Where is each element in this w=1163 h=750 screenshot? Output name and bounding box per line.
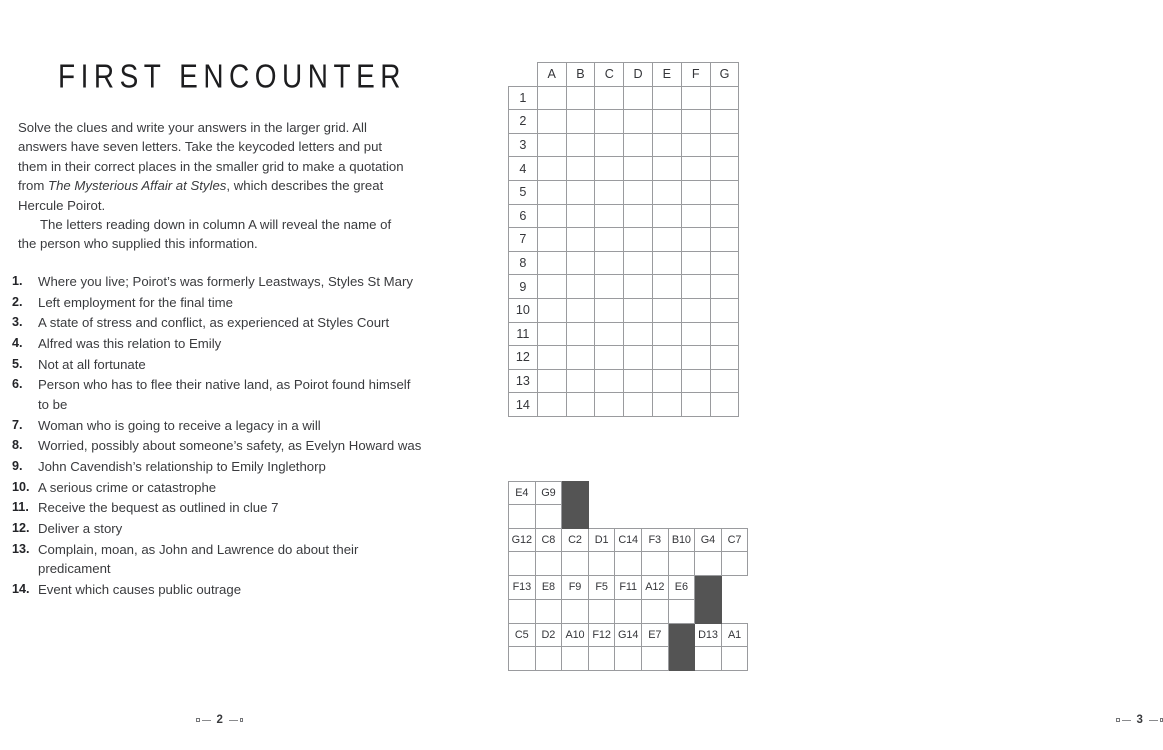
answer-cell-G6[interactable] xyxy=(710,204,739,228)
clue-item xyxy=(10,375,422,414)
footer-ornament-left-icon xyxy=(1116,718,1131,722)
intro-part-2: , which describes the great Hercule Poirot. xyxy=(18,178,384,213)
answer-cell-C12[interactable] xyxy=(595,346,624,370)
answer-cell-A12[interactable] xyxy=(537,346,566,370)
quote-answer-cell-G12[interactable] xyxy=(509,552,536,576)
quote-code-G9: G9 xyxy=(535,482,562,505)
answer-cell-B12[interactable] xyxy=(566,346,595,370)
quote-answer-cell-D1[interactable] xyxy=(588,552,615,576)
quote-answer-cell-D13[interactable] xyxy=(695,646,722,670)
quote-answer-cell-A12[interactable] xyxy=(641,599,668,623)
column-header-E: E xyxy=(652,63,681,87)
answer-cell-A9[interactable] xyxy=(537,275,566,299)
grid-row xyxy=(509,251,739,275)
answer-cell-A7[interactable] xyxy=(537,228,566,252)
quote-answer-cell-A1[interactable] xyxy=(721,646,748,670)
clue-number: 2. xyxy=(12,294,23,309)
row-header-6: 6 xyxy=(509,204,538,228)
quote-answer-cell-C2[interactable] xyxy=(562,552,589,576)
quote-code-E6: E6 xyxy=(668,576,695,599)
clue-text: Worried, possibly about someone’s safety, as Evelyn Howard was xyxy=(38,438,422,454)
clue-item xyxy=(10,457,422,477)
quote-empty-space xyxy=(588,482,615,505)
clue-item xyxy=(10,355,422,375)
clue-item xyxy=(10,519,422,539)
quote-answer-row xyxy=(509,505,748,529)
quote-code-E4: E4 xyxy=(509,482,536,505)
answer-cell-F2[interactable] xyxy=(681,110,710,134)
answer-cell-C6[interactable] xyxy=(595,204,624,228)
answer-cell-F8[interactable] xyxy=(681,251,710,275)
quote-label-row xyxy=(509,623,748,646)
answer-cell-F7[interactable] xyxy=(681,228,710,252)
column-header-G: G xyxy=(710,63,739,87)
quote-code-F3: F3 xyxy=(641,529,668,552)
page-number: 3 xyxy=(1136,714,1143,726)
quote-answer-row xyxy=(509,552,748,576)
quote-answer-cell-E8[interactable] xyxy=(535,599,562,623)
answer-cell-B2[interactable] xyxy=(566,110,595,134)
answer-cell-G7[interactable] xyxy=(710,228,739,252)
answer-cell-D6[interactable] xyxy=(624,204,653,228)
clue-text: Woman who is going to receive a legacy in a will xyxy=(38,417,321,433)
footer-ornament-right-icon xyxy=(1149,718,1163,722)
answer-cell-F12[interactable] xyxy=(681,346,710,370)
row-header-11: 11 xyxy=(509,322,538,346)
answer-cell-A13[interactable] xyxy=(537,369,566,393)
page-title: FIRST ENCOUNTER xyxy=(58,58,406,95)
quote-empty-space xyxy=(641,505,668,529)
clue-item xyxy=(10,580,422,600)
quote-empty-space xyxy=(668,482,695,505)
answer-cell-E5[interactable] xyxy=(652,180,681,204)
quote-code-G4: G4 xyxy=(695,529,722,552)
row-header-5: 5 xyxy=(509,180,538,204)
quote-empty-space xyxy=(721,482,748,505)
quote-empty-space xyxy=(695,482,722,505)
left-page xyxy=(0,0,430,750)
answer-cell-F11[interactable] xyxy=(681,322,710,346)
row-header-8: 8 xyxy=(509,251,538,275)
footer-ornament-right-icon xyxy=(229,718,244,722)
row-header-13: 13 xyxy=(509,369,538,393)
answer-cell-G13[interactable] xyxy=(710,369,739,393)
quote-answer-cell-E6[interactable] xyxy=(668,599,695,623)
clue-text: Where you live; Poirot’s was formerly Leastways, Styles St Mary xyxy=(38,274,413,289)
answer-cell-B8[interactable] xyxy=(566,251,595,275)
clue-number: 3. xyxy=(12,315,23,330)
answer-cell-G9[interactable] xyxy=(710,275,739,299)
row-header-4: 4 xyxy=(509,157,538,181)
clue-number: 14. xyxy=(12,582,30,597)
quote-empty-space xyxy=(721,599,748,623)
answer-cell-D7[interactable] xyxy=(624,228,653,252)
quote-code-F5: F5 xyxy=(588,576,615,599)
clue-number: 12. xyxy=(12,521,30,536)
answer-cell-E2[interactable] xyxy=(652,110,681,134)
quote-code-F13: F13 xyxy=(509,576,536,599)
grid-row xyxy=(509,133,739,157)
quote-answer-cell-F9[interactable] xyxy=(562,599,589,623)
answer-cell-G10[interactable] xyxy=(710,298,739,322)
answer-cell-B3[interactable] xyxy=(566,133,595,157)
answer-cell-A2[interactable] xyxy=(537,110,566,134)
clue-text: Alfred was this relation to Emily xyxy=(38,336,222,352)
quote-answer-cell-F11[interactable] xyxy=(615,599,642,623)
clue-number: 4. xyxy=(12,336,23,351)
answer-cell-B14[interactable] xyxy=(566,393,595,417)
answer-cell-C13[interactable] xyxy=(595,369,624,393)
grid-row xyxy=(509,346,739,370)
quote-code-D2: D2 xyxy=(535,623,562,646)
answer-cell-C4[interactable] xyxy=(595,157,624,181)
clue-list xyxy=(10,272,422,601)
quote-code-C7: C7 xyxy=(721,529,748,552)
answer-cell-D12[interactable] xyxy=(624,346,653,370)
answer-cell-D2[interactable] xyxy=(624,110,653,134)
grid-corner xyxy=(509,63,538,87)
clue-text: Left employment for the final time xyxy=(38,294,233,310)
answer-cell-G11[interactable] xyxy=(710,322,739,346)
answer-cell-G3[interactable] xyxy=(710,133,739,157)
quote-code-D13: D13 xyxy=(695,623,722,646)
clue-number: 1. xyxy=(12,274,23,288)
answer-cell-D10[interactable] xyxy=(624,298,653,322)
quote-answer-cell-G4[interactable] xyxy=(695,552,722,576)
answer-cell-F3[interactable] xyxy=(681,133,710,157)
answer-cell-E3[interactable] xyxy=(652,133,681,157)
answer-cell-B11[interactable] xyxy=(566,322,595,346)
grid-row xyxy=(509,393,739,417)
footer-ornament-left-icon xyxy=(196,718,211,722)
answer-cell-B13[interactable] xyxy=(566,369,595,393)
grid-row xyxy=(509,204,739,228)
clue-text: John Cavendish’s relationship to Emily Inglethorp xyxy=(38,459,326,475)
answer-cell-G14[interactable] xyxy=(710,393,739,417)
quotation-grid xyxy=(508,481,748,671)
quote-empty-space xyxy=(721,505,748,529)
quote-answer-row xyxy=(509,646,748,670)
clue-item xyxy=(10,540,422,579)
answer-cell-A4[interactable] xyxy=(537,157,566,181)
answer-cell-E7[interactable] xyxy=(652,228,681,252)
answer-cell-A1[interactable] xyxy=(537,86,566,110)
quote-answer-cell-G9[interactable] xyxy=(535,505,562,529)
quote-answer-cell-A10[interactable] xyxy=(562,646,589,670)
answer-cell-B9[interactable] xyxy=(566,275,595,299)
grid-header-row xyxy=(509,63,739,87)
quote-empty-space xyxy=(695,505,722,529)
answer-cell-A8[interactable] xyxy=(537,251,566,275)
quote-answer-cell-D2[interactable] xyxy=(535,646,562,670)
answer-cell-C1[interactable] xyxy=(595,86,624,110)
answer-cell-F14[interactable] xyxy=(681,393,710,417)
quote-code-A12: A12 xyxy=(641,576,668,599)
answer-cell-E6[interactable] xyxy=(652,204,681,228)
answer-cell-F1[interactable] xyxy=(681,86,710,110)
answer-cell-G4[interactable] xyxy=(710,157,739,181)
answer-cell-B6[interactable] xyxy=(566,204,595,228)
grid-row xyxy=(509,180,739,204)
answer-cell-B7[interactable] xyxy=(566,228,595,252)
clue-text: Person who has to flee their native land, as Poirot found himself to be xyxy=(38,377,411,413)
answer-cell-A3[interactable] xyxy=(537,133,566,157)
answer-cell-D8[interactable] xyxy=(624,251,653,275)
grid-row xyxy=(509,298,739,322)
answer-cell-F13[interactable] xyxy=(681,369,710,393)
quote-blocked-cell xyxy=(668,646,695,670)
row-header-9: 9 xyxy=(509,275,538,299)
grid-row xyxy=(509,369,739,393)
clue-item xyxy=(10,436,422,456)
answer-cell-E1[interactable] xyxy=(652,86,681,110)
clue-item xyxy=(10,498,422,518)
answer-cell-C8[interactable] xyxy=(595,251,624,275)
column-header-A: A xyxy=(537,63,566,87)
quote-answer-cell-F5[interactable] xyxy=(588,599,615,623)
quote-code-F9: F9 xyxy=(562,576,589,599)
quote-empty-space xyxy=(588,505,615,529)
clue-item xyxy=(10,334,422,354)
intro-paragraph-1 xyxy=(18,118,410,215)
quote-answer-row xyxy=(509,599,748,623)
clue-number: 10. xyxy=(12,479,30,494)
answer-cell-C10[interactable] xyxy=(595,298,624,322)
row-header-1: 1 xyxy=(509,86,538,110)
answer-cell-D1[interactable] xyxy=(624,86,653,110)
clue-item xyxy=(10,272,422,292)
clue-number: 7. xyxy=(12,417,23,432)
quote-empty-space xyxy=(615,505,642,529)
answer-cell-C11[interactable] xyxy=(595,322,624,346)
answer-cell-C9[interactable] xyxy=(595,275,624,299)
right-page xyxy=(430,0,1143,750)
intro-paragraph-2: The letters reading down in column A will reveal the name of the person who supplied this information. xyxy=(18,217,392,252)
answer-cell-E10[interactable] xyxy=(652,298,681,322)
answer-cell-C5[interactable] xyxy=(595,180,624,204)
quote-answer-cell-F12[interactable] xyxy=(588,646,615,670)
grid-row xyxy=(509,86,739,110)
quote-code-E7: E7 xyxy=(641,623,668,646)
clue-text: Event which causes public outrage xyxy=(38,582,242,598)
quote-code-D1: D1 xyxy=(588,529,615,552)
grid-row xyxy=(509,322,739,346)
answer-cell-D9[interactable] xyxy=(624,275,653,299)
grid-row xyxy=(509,275,739,299)
intro-part-1: Solve the clues and write your answers in the larger grid. All answers have seven letters. Take the keycoded letters and put them in their correct places in the smaller grid to make a quotation from xyxy=(18,120,404,194)
clue-number: 8. xyxy=(12,438,23,453)
answer-cell-F9[interactable] xyxy=(681,275,710,299)
column-header-C: C xyxy=(595,63,624,87)
quote-code-C2: C2 xyxy=(562,529,589,552)
page-footer-left xyxy=(196,714,243,726)
clue-number: 11. xyxy=(12,500,29,515)
answer-cell-D13[interactable] xyxy=(624,369,653,393)
answer-cell-D5[interactable] xyxy=(624,180,653,204)
row-header-3: 3 xyxy=(509,133,538,157)
answer-cell-F10[interactable] xyxy=(681,298,710,322)
quote-answer-cell-C7[interactable] xyxy=(721,552,748,576)
clue-text: A state of stress and conflict, as experienced at Styles Court xyxy=(38,315,390,331)
answer-cell-C7[interactable] xyxy=(595,228,624,252)
answer-cell-A6[interactable] xyxy=(537,204,566,228)
answer-cell-C3[interactable] xyxy=(595,133,624,157)
answer-cell-F4[interactable] xyxy=(681,157,710,181)
quote-answer-cell-F13[interactable] xyxy=(509,599,536,623)
book-title: The Mysterious Affair at Styles xyxy=(48,178,227,194)
answer-cell-E4[interactable] xyxy=(652,157,681,181)
answer-cell-G2[interactable] xyxy=(710,110,739,134)
clue-text: Deliver a story xyxy=(38,521,123,537)
answer-cell-G8[interactable] xyxy=(710,251,739,275)
quote-code-F11: F11 xyxy=(615,576,642,599)
answer-cell-E11[interactable] xyxy=(652,322,681,346)
answer-cell-E14[interactable] xyxy=(652,393,681,417)
quote-empty-space xyxy=(668,505,695,529)
answer-cell-D14[interactable] xyxy=(624,393,653,417)
quote-answer-cell-C5[interactable] xyxy=(509,646,536,670)
answer-cell-F5[interactable] xyxy=(681,180,710,204)
answer-cell-A14[interactable] xyxy=(537,393,566,417)
answer-cell-A11[interactable] xyxy=(537,322,566,346)
page-footer-right xyxy=(1116,714,1163,726)
answer-cell-C14[interactable] xyxy=(595,393,624,417)
quote-answer-cell-E4[interactable] xyxy=(509,505,536,529)
clue-item xyxy=(10,416,422,436)
clue-item xyxy=(10,478,422,498)
clue-item xyxy=(10,293,422,313)
row-header-12: 12 xyxy=(509,346,538,370)
quote-code-B10: B10 xyxy=(668,529,695,552)
answer-cell-B4[interactable] xyxy=(566,157,595,181)
answer-cell-E8[interactable] xyxy=(652,251,681,275)
quote-code-C5: C5 xyxy=(509,623,536,646)
clue-number: 5. xyxy=(12,356,23,371)
answer-grid xyxy=(508,62,739,417)
quote-empty-space xyxy=(721,576,748,599)
column-header-F: F xyxy=(681,63,710,87)
clue-text: Complain, moan, as John and Lawrence do about their predicament xyxy=(38,541,359,577)
quote-label-row xyxy=(509,529,748,552)
answer-cell-B5[interactable] xyxy=(566,180,595,204)
grid-row xyxy=(509,110,739,134)
answer-cell-E12[interactable] xyxy=(652,346,681,370)
quote-code-C8: C8 xyxy=(535,529,562,552)
quote-blocked-cell xyxy=(668,623,695,646)
answer-cell-F6[interactable] xyxy=(681,204,710,228)
answer-cell-G1[interactable] xyxy=(710,86,739,110)
quote-blocked-cell xyxy=(562,482,589,505)
answer-cell-C2[interactable] xyxy=(595,110,624,134)
clue-number: 6. xyxy=(12,377,23,392)
grid-row xyxy=(509,157,739,181)
column-header-D: D xyxy=(624,63,653,87)
intro-text xyxy=(18,118,410,254)
quote-code-C14: C14 xyxy=(615,529,642,552)
quote-answer-cell-F3[interactable] xyxy=(641,552,668,576)
row-header-14: 14 xyxy=(509,393,538,417)
quote-answer-cell-C8[interactable] xyxy=(535,552,562,576)
quote-blocked-cell xyxy=(695,599,722,623)
row-header-7: 7 xyxy=(509,228,538,252)
clue-text: Not at all fortunate xyxy=(38,356,146,372)
row-header-2: 2 xyxy=(509,110,538,134)
quote-code-G12: G12 xyxy=(509,529,536,552)
grid-row xyxy=(509,228,739,252)
answer-cell-B10[interactable] xyxy=(566,298,595,322)
quote-code-A1: A1 xyxy=(721,623,748,646)
quote-answer-cell-B10[interactable] xyxy=(668,552,695,576)
clue-text: A serious crime or catastrophe xyxy=(38,479,217,495)
quote-empty-space xyxy=(615,482,642,505)
quote-code-E8: E8 xyxy=(535,576,562,599)
quote-answer-cell-G14[interactable] xyxy=(615,646,642,670)
page-number: 2 xyxy=(216,714,223,726)
quote-code-G14: G14 xyxy=(615,623,642,646)
column-header-B: B xyxy=(566,63,595,87)
answer-cell-G5[interactable] xyxy=(710,180,739,204)
quote-blocked-cell xyxy=(695,576,722,599)
row-header-10: 10 xyxy=(509,298,538,322)
answer-cell-G12[interactable] xyxy=(710,346,739,370)
quote-answer-cell-E7[interactable] xyxy=(641,646,668,670)
quote-answer-cell-C14[interactable] xyxy=(615,552,642,576)
quote-label-row xyxy=(509,482,748,505)
answer-cell-D3[interactable] xyxy=(624,133,653,157)
clue-text: Receive the bequest as outlined in clue 7 xyxy=(38,500,279,516)
clue-number: 9. xyxy=(12,459,23,474)
clue-number: 13. xyxy=(12,541,30,556)
answer-cell-A10[interactable] xyxy=(537,298,566,322)
answer-cell-D11[interactable] xyxy=(624,322,653,346)
answer-cell-B1[interactable] xyxy=(566,86,595,110)
answer-cell-A5[interactable] xyxy=(537,180,566,204)
answer-cell-E13[interactable] xyxy=(652,369,681,393)
quote-blocked-cell xyxy=(562,505,589,529)
answer-cell-E9[interactable] xyxy=(652,275,681,299)
quote-code-F12: F12 xyxy=(588,623,615,646)
clue-item xyxy=(10,313,422,333)
quote-empty-space xyxy=(641,482,668,505)
answer-cell-D4[interactable] xyxy=(624,157,653,181)
quote-label-row xyxy=(509,576,748,599)
quote-code-A10: A10 xyxy=(562,623,589,646)
